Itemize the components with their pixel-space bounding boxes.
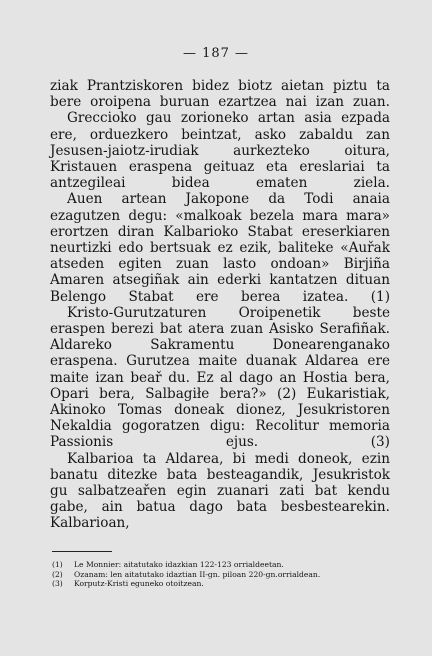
footnote-number: (2) [52,569,63,579]
footnote [52,579,392,589]
footnote [52,560,392,570]
body-text [50,78,390,532]
paragraph: Kalbarioa ta Aldarea, bi medi doneok, ezin banatu ditezke bata besteagandik, Jesukristok gu salbatzeařen egin zuanari zati bat kendu gabe, ain batua dago bata besbestearekin. Kalbarioan, [50,450,390,532]
footnote-text: Ozanam: len aitatutako idaztian II-gn. piloan 220-gn.orrialdean. [74,569,321,579]
footnote-number: (1) [52,560,63,569]
footnote-divider [52,551,112,552]
paragraph: Kristo-Gurutzaturen Oroipenetik beste eraspen berezi bat atera zuan Asisko Serafiñak. Aldareko Sakramentu Donearenganako eraspena. Gurutzea maite duanak Aldarea ere maite izan beař du. Ez al dago an Hostia bera, Opari bera, Salbagiłe bera?» (2) Eukaristiak, Akinoko Tomas doneak dionez, Jesukristoren Nekaldia gogoratzen digu: Recolitur memoria Passionis ejus. (3) [50,304,390,451]
paragraph: ziak Prantziskoren bidez biotz aietan piztu ta bere oroipena buruan ezartzea nai izan zuan. [50,78,390,111]
footnote [52,570,392,580]
paragraph: Greccioko gau zorioneko artan asia ezpada ere, orduezkero beintzat, asko zabaldu zan Jesusen-jaiotz-irudiak aurkezteko oitura, Kristauen eraspena geituaz eta ereslariai ta antzegileai bidea ematen ziela. [50,110,390,192]
paragraph: Auen artean Jakopone da Todi anaia ezagutzen degu: «malkoak bezela mara mara» erortzen diran Kalbarioko Stabat ereserkiaren neurtizki edo bertsuak ez ezik, baliteke «Auřak atseden egiten zuan lasto ondoan» Birjiña Amaren atsegiñak ain ederki kantatzen dituan Belengo Stabat ere berea izatea. (1) [50,191,390,305]
footnote-text: Le Monnier: aitatutako idazkian 122-123 orrialdeetan. [74,560,284,569]
page-number: — 187 — [182,46,250,61]
footnote-number: (3) [52,579,63,588]
footnotes [52,560,392,589]
footnote-text: Korputz-Kristi eguneko otoitzean. [74,579,204,588]
